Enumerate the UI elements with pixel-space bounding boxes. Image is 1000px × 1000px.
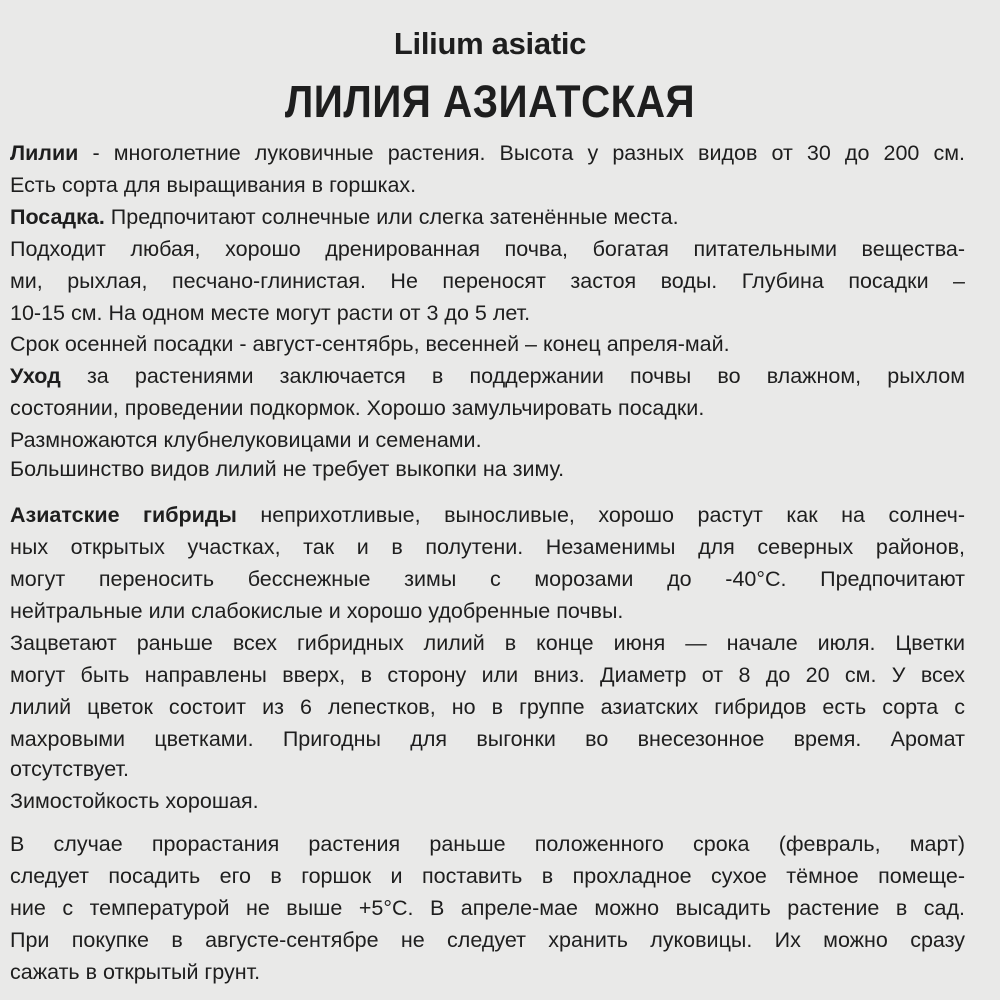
line-text: Предпочитают солнечные или слегка затенённые места. [104,205,679,229]
text-line [10,925,965,955]
line-text: за растениями заключается в поддержании почвы во влажном, рыхлом [60,364,965,388]
text-line [10,861,965,891]
line-text: В случае прорастания растения раньше положенного срока (февраль, март) [10,832,965,856]
line-text: Срок осенней посадки - август-сентябрь, весенней – конец апреля-май. [10,332,730,356]
text-line [10,202,965,232]
line-text: ние с температурой не выше +5°С. В апреле-мае можно высадить растение в сад. [10,896,965,920]
text-line [10,724,965,754]
text-line [10,829,965,859]
text-line [10,454,965,484]
text-line [10,425,965,455]
text-line [10,500,965,530]
text-line [10,234,965,264]
text-line [10,170,965,200]
text-line [10,596,965,626]
line-text: следует посадить его в горшок и поставить в прохладное сухое тёмное помеще- [10,864,965,888]
title-russian: ЛИЛИЯ АЗИАТСКАЯ [284,76,696,127]
line-text: отсутствует. [10,757,129,781]
line-text: махровыми цветками. Пригодны для выгонки во внесезонное время. Аромат [10,727,965,751]
line-text: При покупке в августе-сентябре не следует хранить луковицы. Их можно сразу [10,928,965,952]
line-text: состоянии, проведении подкормок. Хорошо замульчировать посадки. [10,396,705,420]
line-text: лилий цветок состоит из 6 лепестков, но в группе азиатских гибридов есть сорта с [10,695,965,719]
text-line [10,532,965,562]
text-line [10,393,965,423]
text-line [10,786,965,816]
line-text: Размножаются клубнелуковицами и семенами. [10,428,482,452]
line-text: 10-15 см. На одном месте могут расти от 3 до 5 лет. [10,301,531,325]
line-text: сажать в открытый грунт. [10,960,261,984]
line-text: Зацветают раньше всех гибридных лилий в конце июня — начале июля. Цветки [10,631,965,655]
line-text: ных открытых участках, так и в полутени. Незаменимы для северных районов, [10,535,965,559]
line-text: Зимостойкость хорошая. [10,789,259,813]
text-line [10,957,965,987]
text-line [10,266,965,296]
text-line [10,329,965,359]
line-text: неприхотливые, выносливые, хорошо растут как на солнеч- [236,503,965,527]
text-line [10,660,965,690]
bold-lead: Лилии [10,141,79,165]
line-text: Большинство видов лилий не требует выкопки на зиму. [10,457,565,481]
bold-lead: Азиатские гибриды [10,503,237,527]
text-line [10,754,965,784]
line-text: - многолетние луковичные растения. Высота у разных видов от 30 до 200 см. [78,141,965,165]
line-text: Подходит любая, хорошо дренированная почва, богатая питательными вещества- [10,237,965,261]
text-line [10,361,965,391]
bold-lead: Посадка. [10,205,105,229]
title-latin: Lilium asiatic [393,26,587,61]
line-text: могут переносить бесснежные зимы с морозами до -40°С. Предпочитают [10,567,965,591]
line-text: Есть сорта для выращивания в горшках. [10,173,417,197]
line-text: ми, рыхлая, песчано-глинистая. Не переносят застоя воды. Глубина посадки – [10,269,965,293]
text-line [10,298,965,328]
line-text: нейтральные или слабокислые и хорошо удобренные почвы. [10,599,624,623]
bold-lead: Уход [10,364,61,388]
text-line [10,138,965,168]
text-line [10,628,965,658]
text-line [10,692,965,722]
text-line [10,893,965,923]
line-text: могут быть направлены вверх, в сторону или вниз. Диаметр от 8 до 20 см. У всех [10,663,965,687]
text-line [10,564,965,594]
